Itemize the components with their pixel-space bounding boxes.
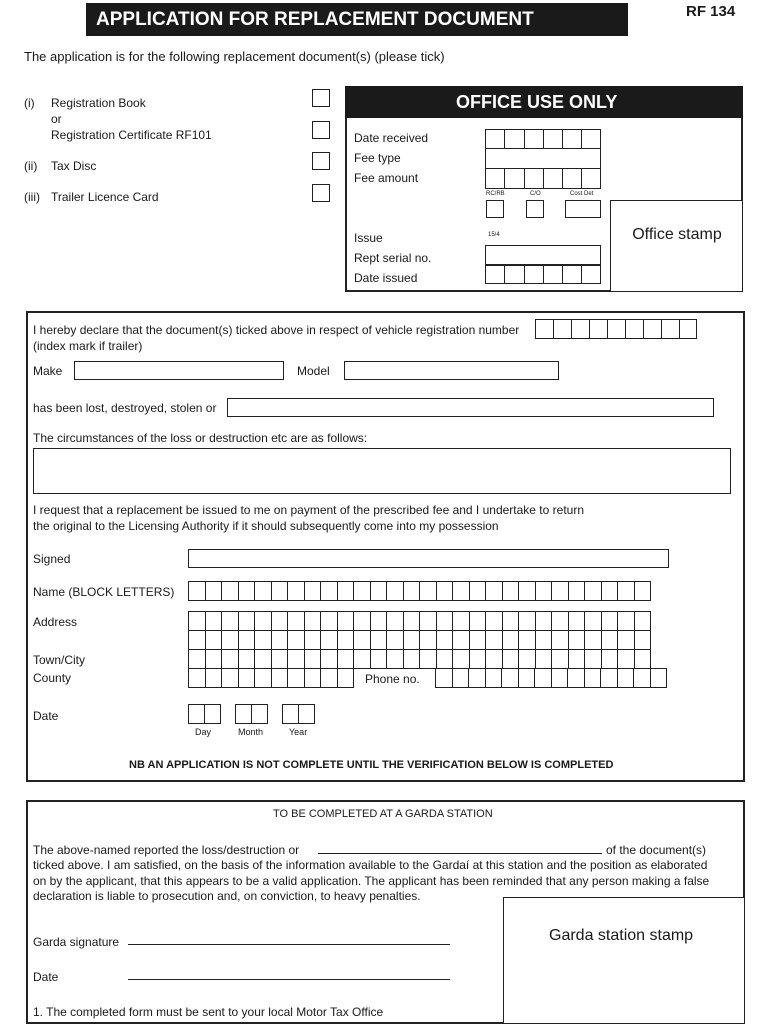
cost-det-field[interactable] [565, 200, 601, 218]
form-code: RF 134 [686, 3, 736, 20]
tax-disc-checkbox[interactable] [312, 152, 330, 170]
signature-field[interactable] [188, 549, 669, 568]
day-field[interactable] [188, 704, 221, 724]
index-mark-note: (index mark if trailer) [33, 339, 143, 353]
issue-label: Issue [354, 231, 383, 245]
cost-det-label: Cost Det [570, 191, 594, 197]
date-issued-label: Date issued [354, 271, 418, 285]
co-field[interactable] [526, 200, 544, 218]
name-field[interactable] [188, 581, 650, 601]
garda-date-label: Date [33, 970, 59, 984]
month-field[interactable] [235, 704, 268, 724]
office-stamp-area [610, 200, 743, 292]
report-type-field[interactable] [318, 853, 602, 854]
signed-label: Signed [33, 552, 71, 566]
doc-i-number: (i) [24, 96, 35, 110]
rept-serial-field[interactable] [485, 245, 601, 266]
date-label: Date [33, 709, 59, 723]
intro-text: The application is for the following replacement document(s) (please tick) [24, 49, 445, 64]
fee-amount-field[interactable] [485, 168, 601, 189]
doc-iii-number: (iii) [24, 190, 40, 204]
address-field-line2[interactable] [188, 630, 650, 650]
garda-text-line3: on by the applicant, that this appears to be a valid application. The applicant has been reminded that any person making a false [33, 874, 710, 888]
garda-stamp-label: Garda station stamp [549, 927, 694, 944]
garda-text-line1a: The above-named reported the loss/destruction or [33, 843, 300, 857]
fee-amount-label: Fee amount [354, 171, 419, 185]
office-stamp-label: Office stamp [632, 226, 722, 243]
page-title: APPLICATION FOR REPLACEMENT DOCUMENT [96, 9, 534, 30]
verification-notice: NB AN APPLICATION IS NOT COMPLETE UNTIL THE VERIFICATION BELOW IS COMPLETED [129, 759, 614, 771]
address-field-line1[interactable] [188, 611, 650, 631]
county-label: County [33, 671, 72, 685]
phone-field[interactable] [435, 668, 666, 688]
date-received-label: Date received [354, 131, 429, 145]
garda-stamp-area [503, 897, 745, 1024]
registration-certificate-checkbox[interactable] [312, 121, 330, 139]
rc-rb-field[interactable] [486, 200, 504, 218]
make-label: Make [33, 364, 63, 378]
garda-heading: TO BE COMPLETED AT A GARDA STATION [273, 808, 493, 820]
year-field[interactable] [282, 704, 315, 724]
trailer-licence-checkbox[interactable] [312, 184, 330, 202]
issue-code: 15/4 [488, 232, 500, 238]
month-label: Month [238, 727, 264, 737]
doc-i-label-alt: Registration Certificate RF101 [51, 128, 212, 142]
request-text-line2: the original to the Licensing Authority if it should subsequently come into my possession [33, 519, 499, 533]
office-use-title: OFFICE USE ONLY [456, 92, 618, 112]
request-text-line1: I request that a replacement be issued to me on payment of the prescribed fee and I undertake to return [33, 503, 584, 517]
footer-note: 1. The completed form must be sent to your local Motor Tax Office [33, 1005, 387, 1019]
make-field[interactable] [74, 361, 284, 380]
town-city-label: Town/City [33, 653, 86, 667]
fee-type-label: Fee type [354, 151, 401, 165]
circumstances-label: The circumstances of the loss or destruction etc are as follows: [33, 431, 368, 445]
doc-i-label: Registration Book [51, 96, 146, 110]
doc-ii-number: (ii) [24, 159, 38, 173]
doc-ii-label: Tax Disc [51, 159, 97, 173]
date-received-field[interactable] [485, 129, 601, 149]
lost-status-field[interactable] [227, 398, 714, 417]
garda-signature-label: Garda signature [33, 935, 120, 949]
year-label: Year [289, 727, 308, 737]
date-issued-field[interactable] [485, 264, 601, 284]
lost-label: has been lost, destroyed, stolen or [33, 401, 217, 415]
circumstances-field[interactable] [33, 448, 731, 494]
town-city-field[interactable] [188, 649, 650, 669]
model-field[interactable] [344, 361, 559, 380]
garda-text-line4: declaration is liable to prosecution and, on conviction, to heavy penalties. [33, 889, 421, 903]
garda-text-line2: ticked above. I am satisfied, on the basis of the information available to the Gardaí at this station and the position as elaborated [33, 858, 708, 872]
co-label: C/O [530, 191, 541, 197]
fee-type-field[interactable] [485, 148, 601, 169]
phone-label: Phone no. [365, 672, 420, 686]
declaration-panel [26, 311, 745, 782]
declaration-text: I hereby declare that the document(s) ticked above in respect of vehicle registration number [33, 323, 520, 337]
rc-rb-label: RC/RB [486, 191, 505, 197]
garda-date-field[interactable] [128, 979, 450, 980]
rept-serial-label: Rept serial no. [354, 251, 432, 265]
address-label: Address [33, 615, 78, 629]
county-field[interactable] [188, 668, 353, 688]
registration-number-field[interactable] [535, 319, 697, 339]
doc-iii-label: Trailer Licence Card [51, 190, 159, 204]
model-label: Model [297, 364, 330, 378]
doc-or-label: or [51, 112, 62, 126]
day-label: Day [195, 727, 212, 737]
garda-signature-field[interactable] [128, 944, 450, 945]
garda-text-line1b: of the document(s) [606, 843, 707, 857]
registration-book-checkbox[interactable] [312, 89, 330, 107]
name-label: Name (BLOCK LETTERS) [33, 585, 175, 599]
